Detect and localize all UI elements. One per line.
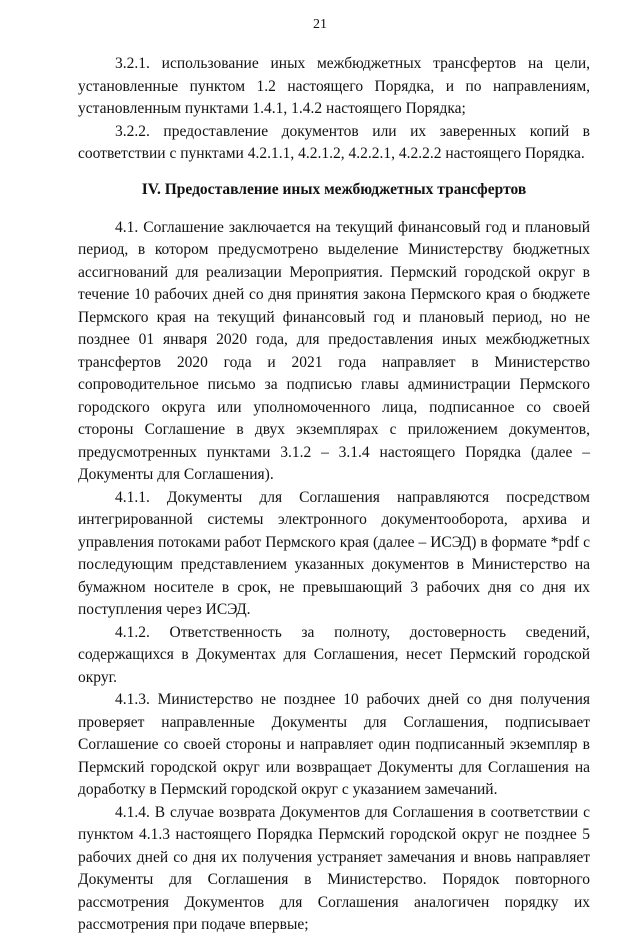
paragraph-4-1-1: 4.1.1. Документы для Соглашения направляются посредством интегрированной системы электронного документооборота, архива и управления потоками работ Пермского края (далее – ИСЭД) в формате *pdf с последующим представлением указанных документов в Министерство на бумажном носителе в срок, не превышающий 3 рабочих дня со дня их поступления через ИСЭД. [78, 488, 590, 618]
paragraph-3-2-1: 3.2.1. использование иных межбюджетных трансфертов на цели, установленные пунктом 1.2 настоящего Порядка, и по направлениям, установленным пунктами 1.4.1, 1.4.2 настоящего Порядка; [78, 55, 590, 117]
paragraph-3-2-2: 3.2.2. предоставление документов или их заверенных копий в соответствии с пунктами 4.2.1.1, 4.2.1.2, 4.2.2.1, 4.2.2.2 настоящего Порядка. [78, 122, 590, 162]
paragraph-4-1-3: 4.1.3. Министерство не позднее 10 рабочих дней со дня получения проверяет направленные Документы для Соглашения, подписывает Соглашение со своей стороны и направляет один подписанный экземпляр в Пермский городской округ или возвращает Документы для Соглашения на доработку в Пермский городской округ с указанием замечаний. [78, 691, 590, 798]
paragraph-4-1-4: 4.1.4. В случае возврата Документов для Соглашения в соответствии с пунктом 4.1.3 настоящего Порядка Пермский городской округ не позднее 5 рабочих дней со дня их получения устраняет замечания и вновь направляет Документы для Соглашения в Министерство. Порядок повторного рассмотрения Документов для Соглашения аналогичен порядку их рассмотрения при подаче впервые; [78, 803, 590, 933]
section-heading: IV. Предоставление иных межбюджетных трансфертов [141, 180, 527, 198]
paragraph-4-1: 4.1. Соглашение заключается на текущий финансовый год и плановый период, в котором предусмотрено выделение Министерству бюджетных ассигнований для реализации Мероприятия. Пермский городской округ в течение 10 рабочих дней со дня принятия закона Пермского края о бюджете Пермского края на текущий финансовый год и плановый период, но не позднее 01 января 2020 года, для предоставления иных межбюджетных трансфертов 2020 года и 2021 года направляет в Министерство сопроводительное письмо за подписью главы администрации Пермского городского округа или уполномоченного лица, подписанное со своей стороны Соглашение в двух экземплярах с приложением документов, предусмотренных пунктами 3.1.2 – 3.1.4 настоящего Порядка (далее – Документы для Соглашения). [78, 218, 590, 483]
page-number: 21 [313, 17, 327, 32]
paragraph-4-1-2: 4.1.2. Ответственность за полноту, достоверность сведений, содержащихся в Документах для Соглашения, несет Пермский городской округ. [78, 623, 590, 686]
